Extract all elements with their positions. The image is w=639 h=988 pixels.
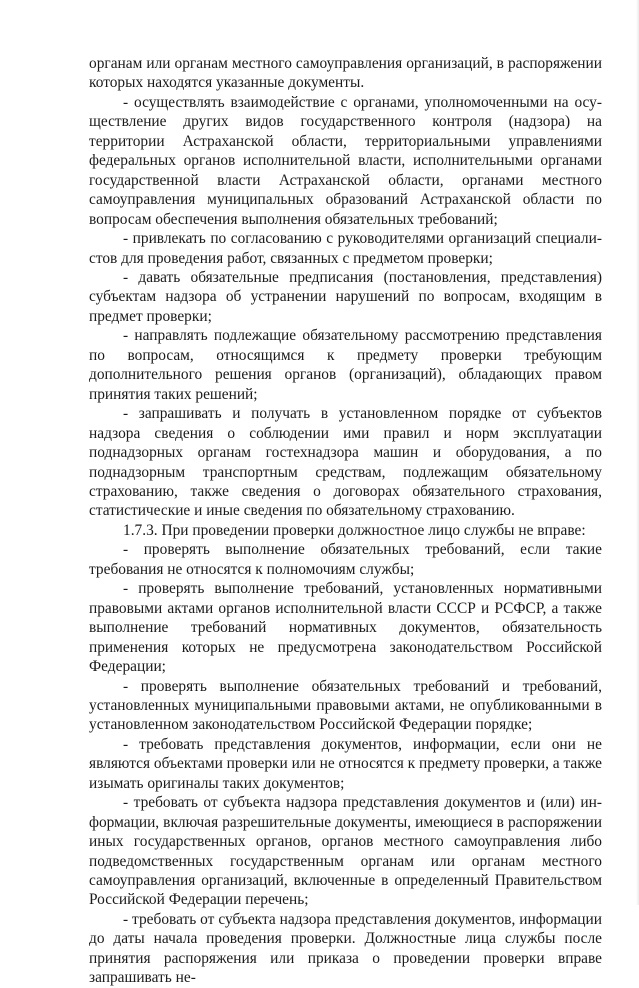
paragraph-continuation: органам или органам местного самоуправления организаций, в распоряжении которых находятся указанные документы. bbox=[89, 55, 602, 92]
paragraph-specialists: - привлекать по согласованию с руководителями организаций специалистов для проведения работ, связанных с предметом проверки; bbox=[89, 230, 602, 267]
paragraph-interaction: - осуществлять взаимодействие с органами, уполномоченными на осуществление других видов государственного контроля (надзора) на территории Астраханской области, территориальными управлениями федеральных органов исполнительной власти, исполнительными органами государственной власти Астраханской области, органами местного самоуправления муниципальных образований Астраханской области по вопросам обеспечения выполнения обязательных требований; bbox=[89, 93, 602, 228]
paragraph-unpublished-acts: - проверять выполнение обязательных требований и требований, установленных муниципальными правовыми актами, не опубликованными в установленном законодательством Российской Федерации порядке; bbox=[89, 677, 602, 734]
paragraph-permits: - требовать от субъекта надзора представления документов и (или) информации, включая разрешительные документы, имеющиеся в распоряжении иных государственных органов, органов местного самоуправления либо подведомственных государственным органам или органам местного самоуправления организаций, включенные в определенный Правительством Российской Федерации перечень; bbox=[89, 794, 602, 909]
paragraph-not-authority: - проверять выполнение обязательных требований, если такие требования не относятся к полномочиям службы; bbox=[89, 541, 602, 578]
paragraph-request-info: - запрашивать и получать в установленном порядке от субъектов надзора сведения о соблюдении ими правил и норм эксплуатации поднадзорных органам гостехнадзора машин и оборудования, а по поднадзорным транспортным средствам, подлежащим обязательному страхованию, также сведения о договорах обязательного страхования, статистические и иные сведения по обязательному страхованию. bbox=[89, 405, 602, 520]
paragraph-before-start: - требовать от субъекта надзора представления документов, информации до даты начала проведения проверки. Должностные лица службы после принятия распоряжения или приказа о проведении проверки вправе запрашивать не- bbox=[89, 910, 602, 987]
paragraph-orders: - давать обязательные предписания (постановления, представления) субъектам надзора об устранении нарушений по вопросам, входящим в предмет проверки; bbox=[89, 268, 602, 325]
paragraph-ussr-acts: - проверять выполнение требований, установленных нормативными правовыми актами органов исполнительной власти СССР и РСФСР, а также выполнение требований нормативных документов, обязательность применения которых не предусмотрена законодательством Российской Федерации; bbox=[89, 580, 602, 676]
section-heading-1-7-3: 1.7.3. При проведении проверки должностное лицо службы не вправе: bbox=[123, 521, 586, 539]
paragraph-representations: - направлять подлежащие обязательному рассмотрению представления по вопросам, относящимся к предмету проверки требующим дополнительного решения органов (организаций), обладающих правом принятия таких решений; bbox=[89, 327, 602, 403]
document-body bbox=[89, 54, 602, 988]
paragraph-documents-not-object: - требовать представления документов, информации, если они не являются объектами проверки или не относятся к предмету проверки, а также изымать оригиналы таких документов; bbox=[89, 735, 602, 792]
